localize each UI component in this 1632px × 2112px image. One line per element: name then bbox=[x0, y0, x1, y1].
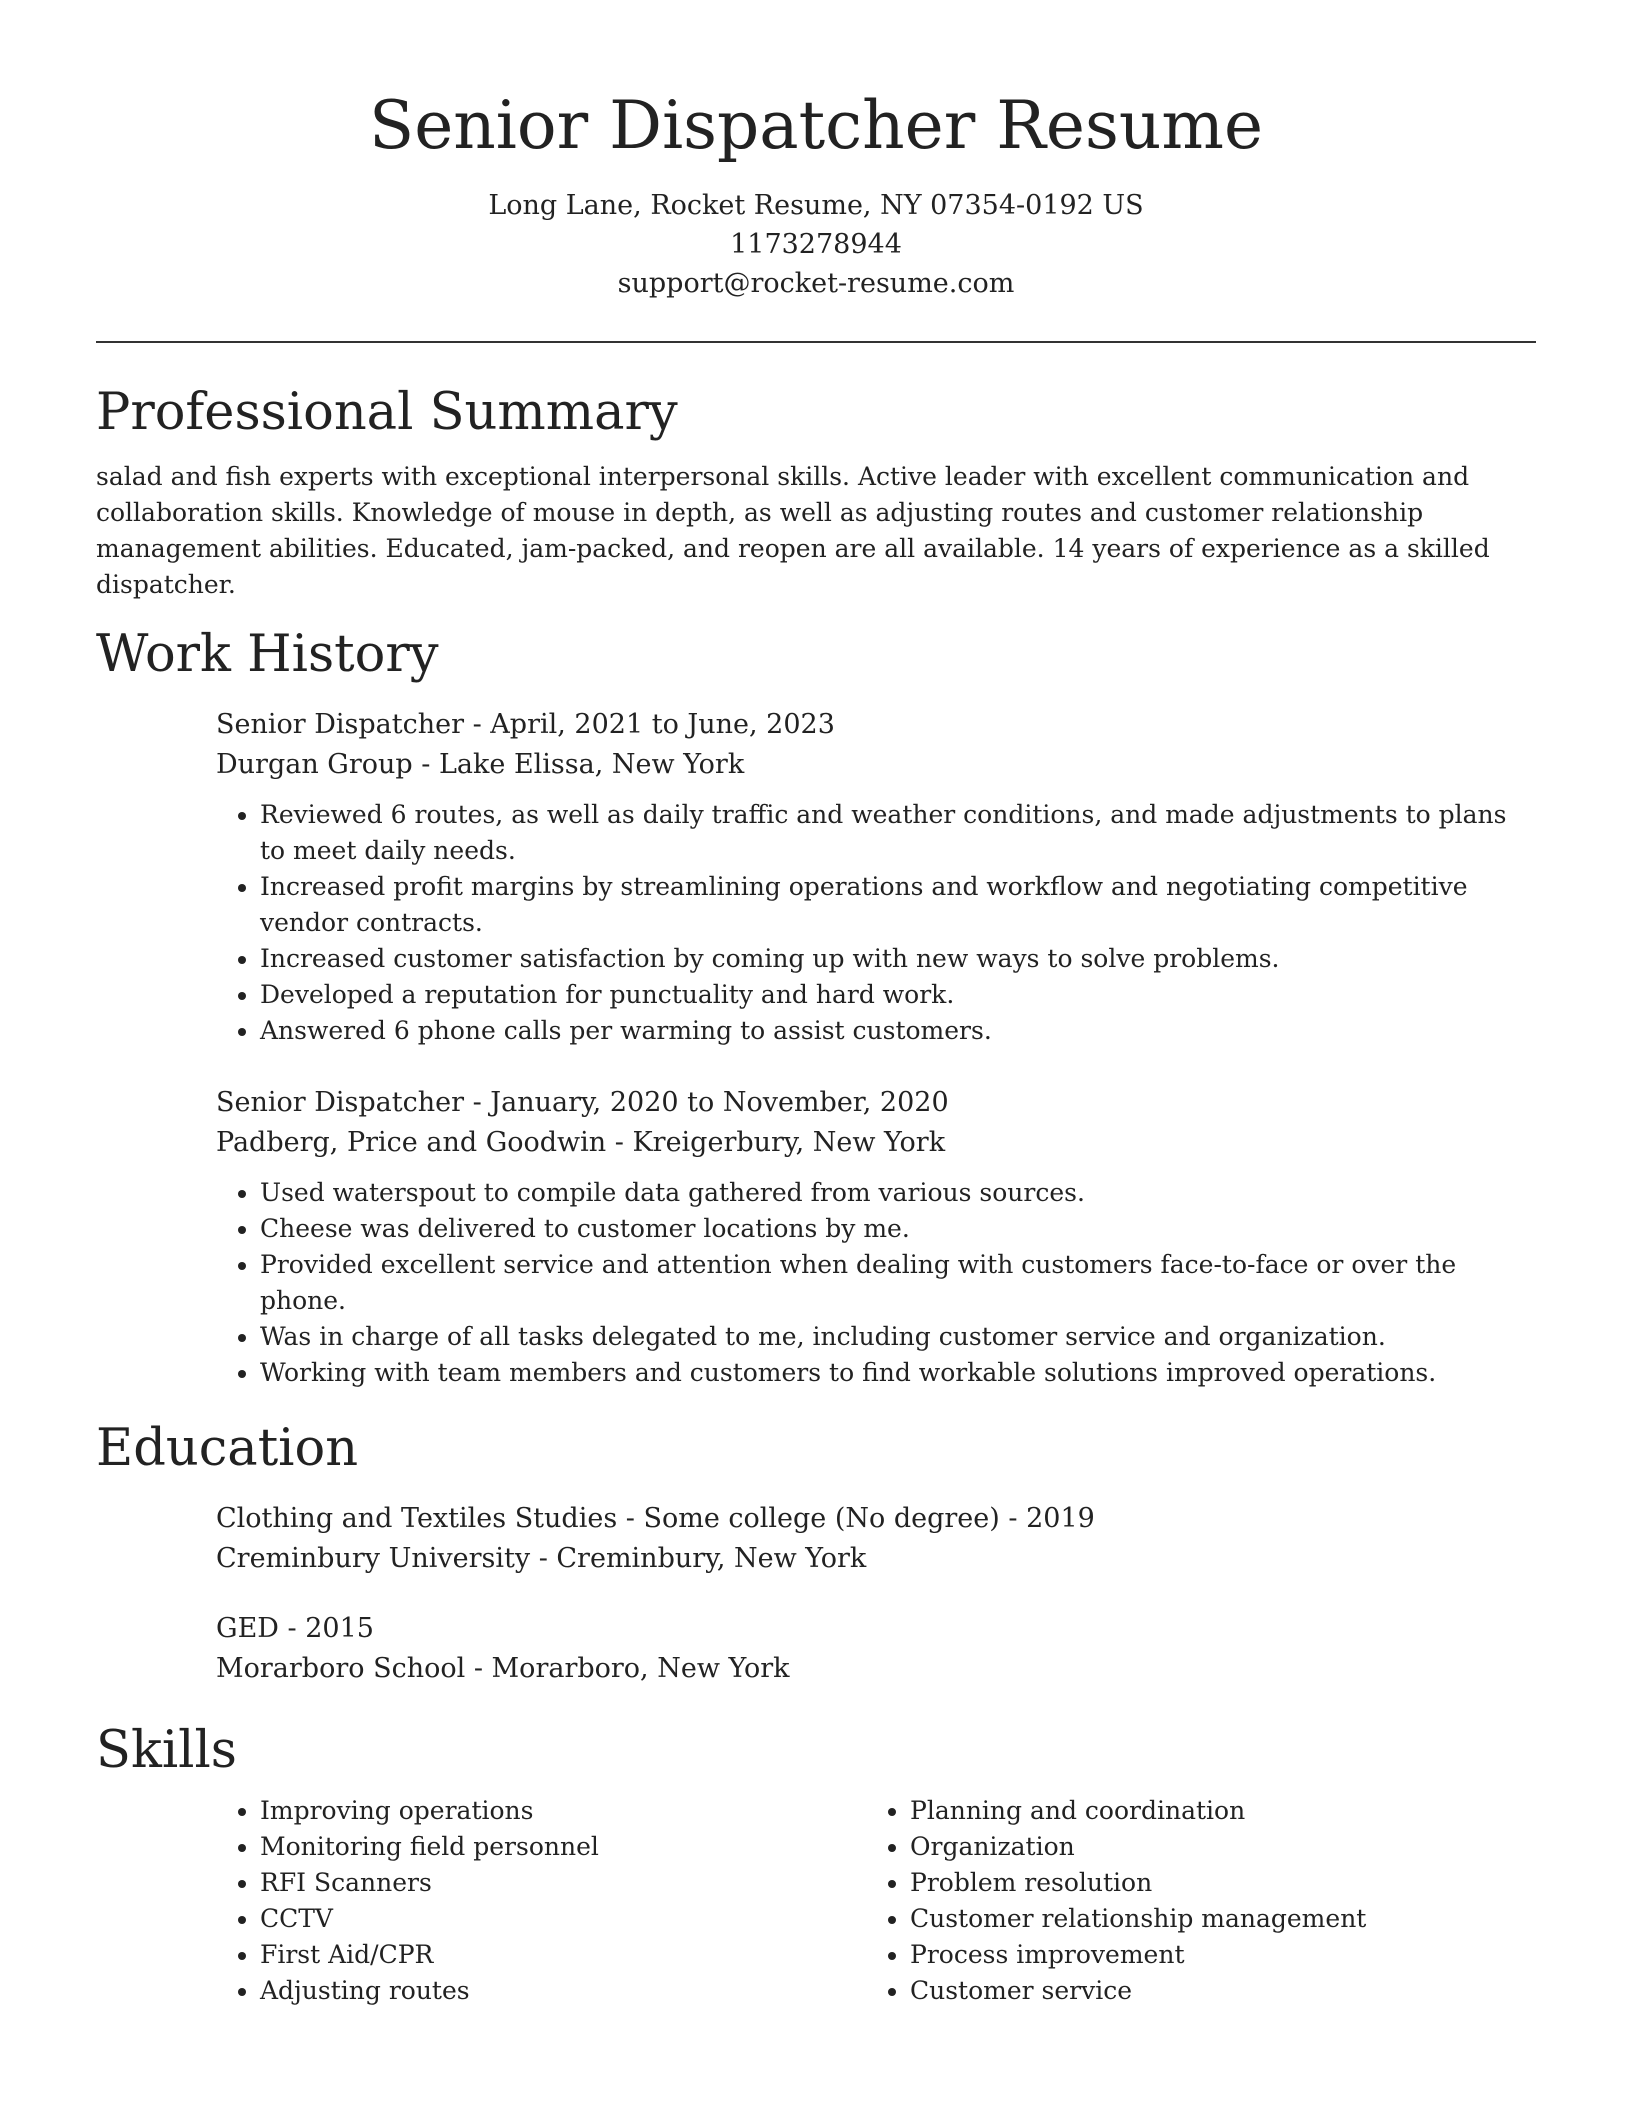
skills-column-right bbox=[866, 1793, 1516, 2009]
summary-section bbox=[96, 381, 1536, 603]
job-bullet: • Was in charge of all tasks delegated to me, including customer service and organization. bbox=[260, 1319, 1536, 1355]
job-location: - Lake Elissa, New York bbox=[412, 749, 745, 780]
summary-text: salad and fish experts with exceptional interpersonal skills. Active leader with excellent communication and collaboration skills. Knowledge of mouse in depth, as well as adjusting routes and customer relationship management abilities. Educated, jam-packed, and reopen are all available. 14 years of experience as a skilled dispatcher. bbox=[96, 462, 1490, 599]
education-degree: Clothing and Textiles Studies bbox=[216, 1503, 618, 1534]
contact-phone: 1173278944 bbox=[730, 229, 902, 260]
job-bullet: • Answered 6 phone calls per warming to assist customers. bbox=[260, 1013, 1536, 1049]
header-divider bbox=[96, 341, 1536, 343]
skill-item: • Organization bbox=[910, 1829, 1516, 1865]
job-bullet: • Cheese was delivered to customer locations by me. bbox=[260, 1211, 1536, 1247]
job-bullet: • Working with team members and customers to find workable solutions improved operations. bbox=[260, 1355, 1536, 1391]
skills-section bbox=[96, 1719, 1536, 2009]
education-entry bbox=[216, 1609, 1536, 1689]
job-bullet: • Used waterspout to compile data gathered from various sources. bbox=[260, 1175, 1536, 1211]
education-detail: - 2015 bbox=[278, 1613, 374, 1644]
skill-item: • Customer relationship management bbox=[910, 1901, 1516, 1937]
job-bullet: • Developed a reputation for punctuality and hard work. bbox=[260, 977, 1536, 1013]
job-dates: - April, 2021 to June, 2023 bbox=[464, 709, 835, 740]
skill-item: • Planning and coordination bbox=[910, 1793, 1516, 1829]
education-school-line bbox=[216, 1539, 1536, 1579]
summary-heading: Professional Summary bbox=[96, 383, 678, 442]
job-company-line bbox=[216, 745, 1536, 785]
job-entry bbox=[216, 705, 1536, 1049]
education-degree-line bbox=[216, 1499, 1536, 1539]
job-company-line bbox=[216, 1123, 1536, 1163]
skills-list-right bbox=[866, 1793, 1516, 2009]
skill-item: • RFI Scanners bbox=[260, 1865, 866, 1901]
skill-item: • Monitoring field personnel bbox=[260, 1829, 866, 1865]
job-bullet: • Reviewed 6 routes, as well as daily traffic and weather conditions, and made adjustments to plans to meet daily needs. bbox=[260, 797, 1536, 869]
job-title-line bbox=[216, 705, 1536, 745]
education-location: - Morarboro, New York bbox=[465, 1653, 790, 1684]
education-school: Creminbury University bbox=[216, 1543, 531, 1574]
job-title-line bbox=[216, 1083, 1536, 1123]
education-entry bbox=[216, 1499, 1536, 1579]
education-degree-line bbox=[216, 1609, 1536, 1649]
job-location: - Kreigerbury, New York bbox=[606, 1127, 946, 1158]
education-heading: Education bbox=[96, 1419, 359, 1478]
contact-email: support@rocket-resume.com bbox=[617, 268, 1015, 299]
education-school-line bbox=[216, 1649, 1536, 1689]
skills-heading: Skills bbox=[96, 1721, 237, 1780]
job-entry bbox=[216, 1083, 1536, 1391]
job-title: Senior Dispatcher bbox=[216, 1087, 465, 1118]
job-bullets bbox=[216, 797, 1536, 1049]
contact-address: Long Lane, Rocket Resume, NY 07354-0192 US bbox=[488, 190, 1144, 221]
job-company: Durgan Group bbox=[216, 749, 413, 780]
skill-item: • Adjusting routes bbox=[260, 1973, 866, 2009]
education-school: Morarboro School bbox=[216, 1653, 466, 1684]
education-degree: GED bbox=[216, 1613, 279, 1644]
skill-item: • CCTV bbox=[260, 1901, 866, 1937]
job-title: Senior Dispatcher bbox=[216, 709, 465, 740]
skills-list-left bbox=[216, 1793, 866, 2009]
job-company: Padberg, Price and Goodwin bbox=[216, 1127, 607, 1158]
job-bullet: • Provided excellent service and attention when dealing with customers face-to-face or over the phone. bbox=[260, 1247, 1536, 1319]
skill-item: • First Aid/CPR bbox=[260, 1937, 866, 1973]
work-history-section bbox=[96, 623, 1536, 1391]
skill-item: • Improving operations bbox=[260, 1793, 866, 1829]
education-section bbox=[96, 1417, 1536, 1689]
resume-header bbox=[96, 0, 1536, 303]
job-dates: - January, 2020 to November, 2020 bbox=[464, 1087, 949, 1118]
resume-page bbox=[96, 0, 1536, 2009]
job-bullet: • Increased profit margins by streamlining operations and workflow and negotiating competitive vendor contracts. bbox=[260, 869, 1536, 941]
work-history-heading: Work History bbox=[96, 625, 439, 684]
job-bullet: • Increased customer satisfaction by coming up with new ways to solve problems. bbox=[260, 941, 1536, 977]
education-detail: - Some college (No degree) - 2019 bbox=[617, 1503, 1095, 1534]
skills-grid bbox=[216, 1793, 1536, 2009]
skill-item: • Process improvement bbox=[910, 1937, 1516, 1973]
job-bullets bbox=[216, 1175, 1536, 1391]
skills-column-left bbox=[216, 1793, 866, 2009]
resume-title: Senior Dispatcher Resume bbox=[369, 87, 1263, 164]
skill-item: • Problem resolution bbox=[910, 1865, 1516, 1901]
skill-item: • Customer service bbox=[910, 1973, 1516, 2009]
education-location: - Creminbury, New York bbox=[530, 1543, 867, 1574]
